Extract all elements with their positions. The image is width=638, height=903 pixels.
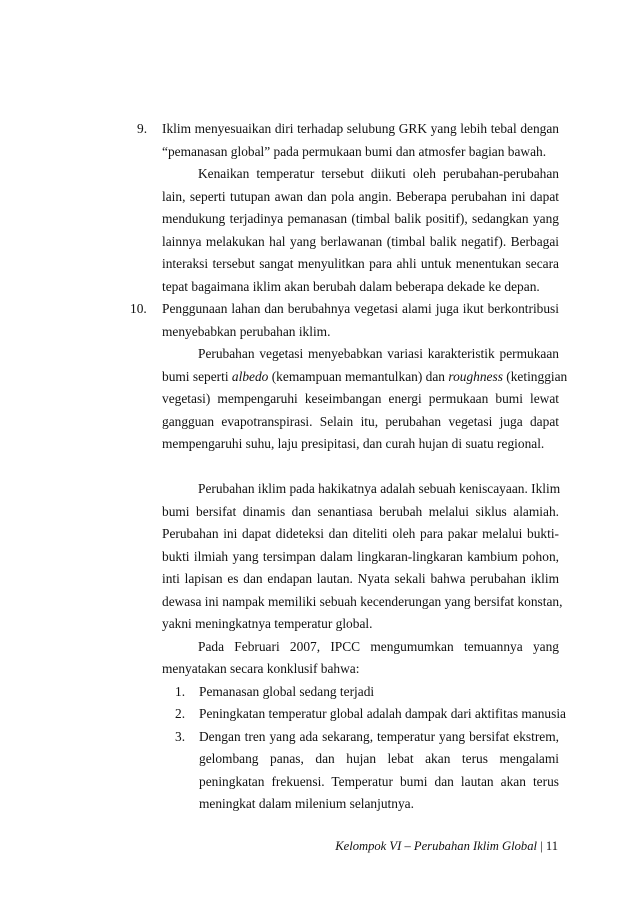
term-roughness: roughness <box>448 368 503 384</box>
paragraph-line: Perubahan iklim pada hakikatnya adalah sebuah keniscayaan. Iklim <box>198 481 561 496</box>
item-10-line-2: menyebabkan perubahan iklim. <box>162 323 331 339</box>
paragraph-line: interaksi tersebut sangat menyulitkan para ahli untuk menentukan secara <box>162 256 559 271</box>
paragraph-line: yakni meningkatnya temperatur global. <box>162 616 373 631</box>
paragraph-line: Kenaikan temperatur tersebut diikuti oleh perubahan-perubahan <box>198 166 559 181</box>
footer-separator: | <box>537 839 546 853</box>
paragraph-line: Pada Februari 2007, IPCC mengumumkan temuannya yang <box>198 638 559 654</box>
paragraph-line: Perubahan vegetasi menyebabkan variasi karakteristik permukaan <box>198 346 559 361</box>
paragraph-line: inti lapisan es dan endapan lautan. Nyata sekali bahwa perubahan iklim <box>162 571 559 586</box>
item-9-line-2: “pemanasan global” pada permukaan bumi dan atmosfer bagian bawah. <box>162 143 547 159</box>
page-footer <box>335 838 558 854</box>
finding-number-2: 2. <box>175 706 186 721</box>
page-number: 11 <box>545 839 558 853</box>
paragraph-line: Perubahan ini dapat dideteksi dan diteliti oleh para pakar melalui bukti- <box>162 526 559 541</box>
finding-3-line: Dengan tren yang ada sekarang, temperatur yang bersifat ekstrem, <box>199 728 559 744</box>
finding-number-3: 3. <box>175 728 186 744</box>
paragraph-line: bukti ilmiah yang tersimpan dalam lingkaran-lingkaran kambium pohon, <box>162 548 559 564</box>
finding-2-line: Peningkatan temperatur global adalah dampak dari aktifitas manusia <box>199 706 567 721</box>
finding-number-1: 1. <box>175 683 186 699</box>
paragraph-line: bumi seperti albedo (kemampuan memantulkan) dan roughness (ketinggian <box>162 368 568 384</box>
list-number-10: 10. <box>130 301 147 316</box>
paragraph-line: lainnya melakukan hal yang berlawanan (timbal balik negatif). Berbagai <box>162 233 559 249</box>
item-10-line-1: Penggunaan lahan dan berubahnya vegetasi alami juga ikut berkontribusi <box>162 301 559 316</box>
paragraph-line: lain, seperti tutupan awan dan pola angin. Beberapa perubahan ini dapat <box>162 188 559 204</box>
list-number-9: 9. <box>137 121 148 136</box>
paragraph-line: menyatakan secara konklusif bahwa: <box>162 661 360 676</box>
paragraph-line: dewasa ini nampak memiliki sebuah kecenderungan yang bersifat konstan, <box>162 593 563 609</box>
term-albedo: albedo <box>231 368 269 384</box>
footer-title: Kelompok VI – Perubahan Iklim Global <box>335 839 538 853</box>
paragraph-line: tepat bagaimana iklim akan berubah dalam beberapa dekade ke depan. <box>162 278 540 294</box>
item-9-line-1: Iklim menyesuaikan diri terhadap selubung GRK yang lebih tebal dengan <box>162 121 559 136</box>
finding-1-line: Pemanasan global sedang terjadi <box>199 683 375 699</box>
paragraph-line: mendukung terjadinya pemanasan (timbal balik positif), sedangkan yang <box>162 211 559 226</box>
paragraph-line: mempengaruhi suhu, laju presipitasi, dan curah hujan di suatu regional. <box>162 436 545 451</box>
finding-3-line: peningkatan frekuensi. Temperatur bumi dan lautan akan terus <box>199 773 559 789</box>
paragraph-line: gangguan evapotranspirasi. Selain itu, perubahan vegetasi juga dapat <box>162 413 559 429</box>
paragraph-line: vegetasi) mempengaruhi keseimbangan energi permukaan bumi lewat <box>162 391 559 406</box>
finding-3-line: meningkat dalam milenium selanjutnya. <box>199 796 414 811</box>
paragraph-line: bumi bersifat dinamis dan senantiasa berubah melalui siklus alamiah. <box>162 503 559 519</box>
finding-3-line: gelombang panas, dan hujan lebat akan terus mengalami <box>199 751 559 766</box>
